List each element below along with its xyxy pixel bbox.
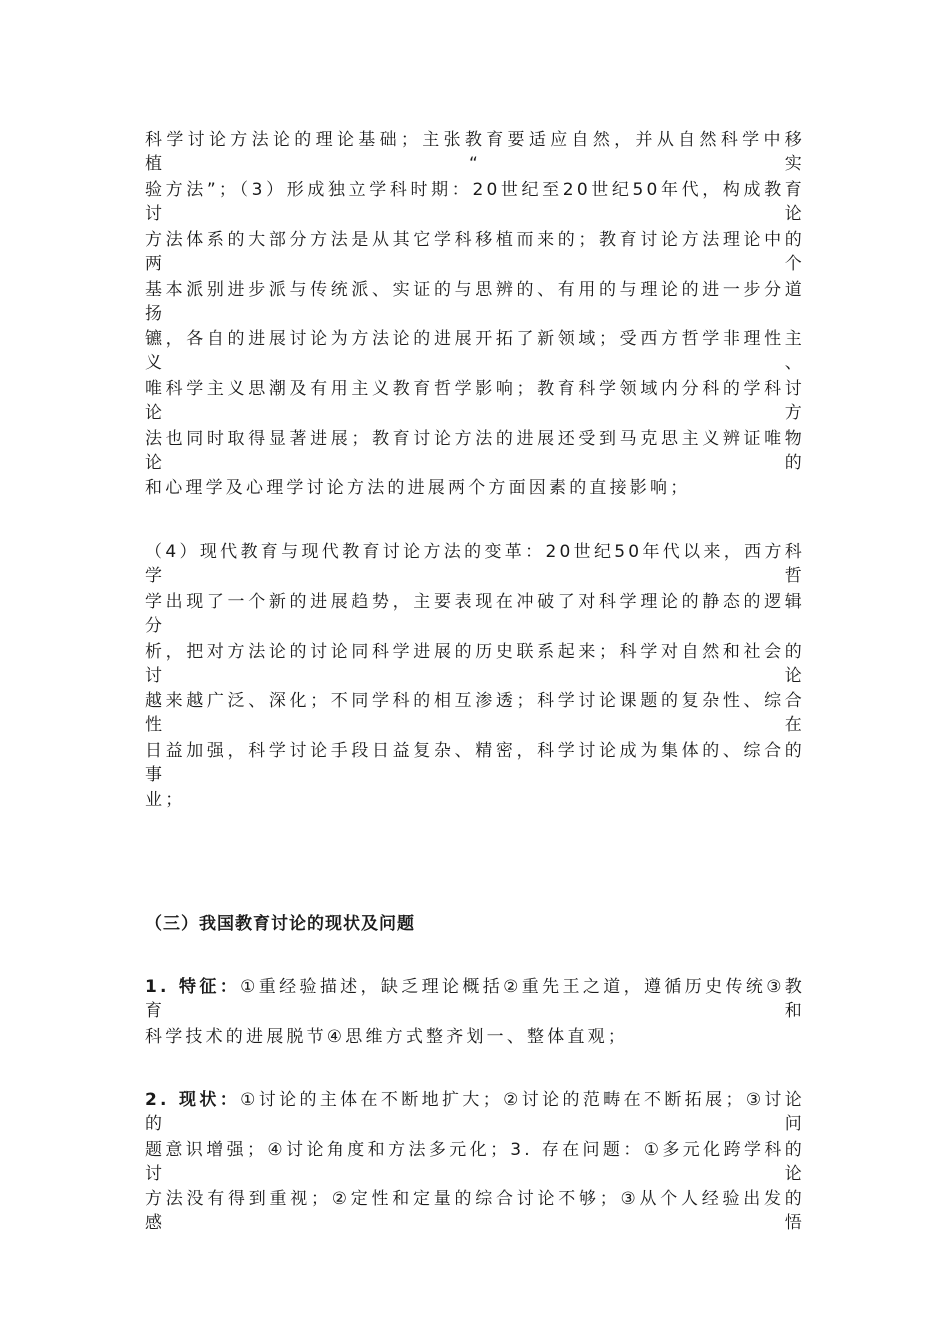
- feature-line-2: 科学技术的进展脱节④思维方式整齐划一、整体直观；: [145, 1027, 629, 1047]
- section-3-heading: （三）我国教育讨论的现状及问题: [145, 914, 415, 934]
- paragraph-1-line-8: 和心理学及心理学讨论方法的进展两个方面因素的直接影响；: [145, 478, 691, 498]
- paragraph-1-line-3: 方法体系的大部分方法是从其它学科移植而来的；教育讨论方法理论中的两个: [145, 230, 805, 274]
- status-line-2: 题意识增强；④讨论角度和方法多元化；3. 存在问题：①多元化跨学科的讨论: [145, 1140, 805, 1184]
- paragraph-2-line-6: 业；: [145, 790, 186, 810]
- paragraph-1-line-1: 科学讨论方法论的理论基础；主张教育要适应自然，并从自然科学中移植“实: [145, 130, 805, 174]
- paragraph-1-line-5: 镳，各自的进展讨论为方法论的进展开拓了新领域；受西方哲学非理性主义、: [145, 329, 805, 373]
- feature-line-1: [145, 975, 805, 1023]
- status-text-1: ①讨论的主体在不断地扩大；②讨论的范畴在不断拓展；③讨论的问: [145, 1090, 805, 1134]
- paragraph-1-line-4: 基本派别进步派与传统派、实证的与思辨的、有用的与理论的进一步分道扬: [145, 280, 805, 324]
- paragraph-1-line-6: 唯科学主义思潮及有用主义教育哲学影响；教育科学领域内分科的学科讨论方: [145, 379, 805, 423]
- paragraph-1-line-2: 验方法”；（3）形成独立学科时期：20世纪至20世纪50年代，构成教育讨论: [145, 180, 805, 224]
- paragraph-2-line-2: 学出现了一个新的进展趋势，主要表现在冲破了对科学理论的静态的逻辑分: [145, 592, 805, 636]
- paragraph-2-line-1: （4）现代教育与现代教育讨论方法的变革：20世纪50年代以来，西方科学哲: [145, 542, 805, 586]
- status-line-3: 方法没有得到重视；②定性和定量的综合讨论不够；③从个人经验出发的感悟: [145, 1189, 805, 1233]
- feature-text-1: ①重经验描述，缺乏理论概括②重先王之道，遵循历史传统③教育和: [145, 977, 805, 1021]
- status-line-1: [145, 1088, 805, 1136]
- paragraph-1-line-7: 法也同时取得显著进展；教育讨论方法的进展还受到马克思主义辨证唯物论的: [145, 429, 805, 473]
- paragraph-2-line-3: 析，把对方法论的讨论同科学进展的历史联系起来；科学对自然和社会的讨论: [145, 642, 805, 686]
- paragraph-2-line-5: 日益加强，科学讨论手段日益复杂、精密，科学讨论成为集体的、综合的事: [145, 741, 805, 785]
- paragraph-2-line-4: 越来越广泛、深化；不同学科的相互渗透；科学讨论课题的复杂性、综合性在: [145, 691, 805, 735]
- status-label: 2. 现状：: [145, 1090, 241, 1110]
- feature-label: 1. 特征：: [145, 977, 241, 997]
